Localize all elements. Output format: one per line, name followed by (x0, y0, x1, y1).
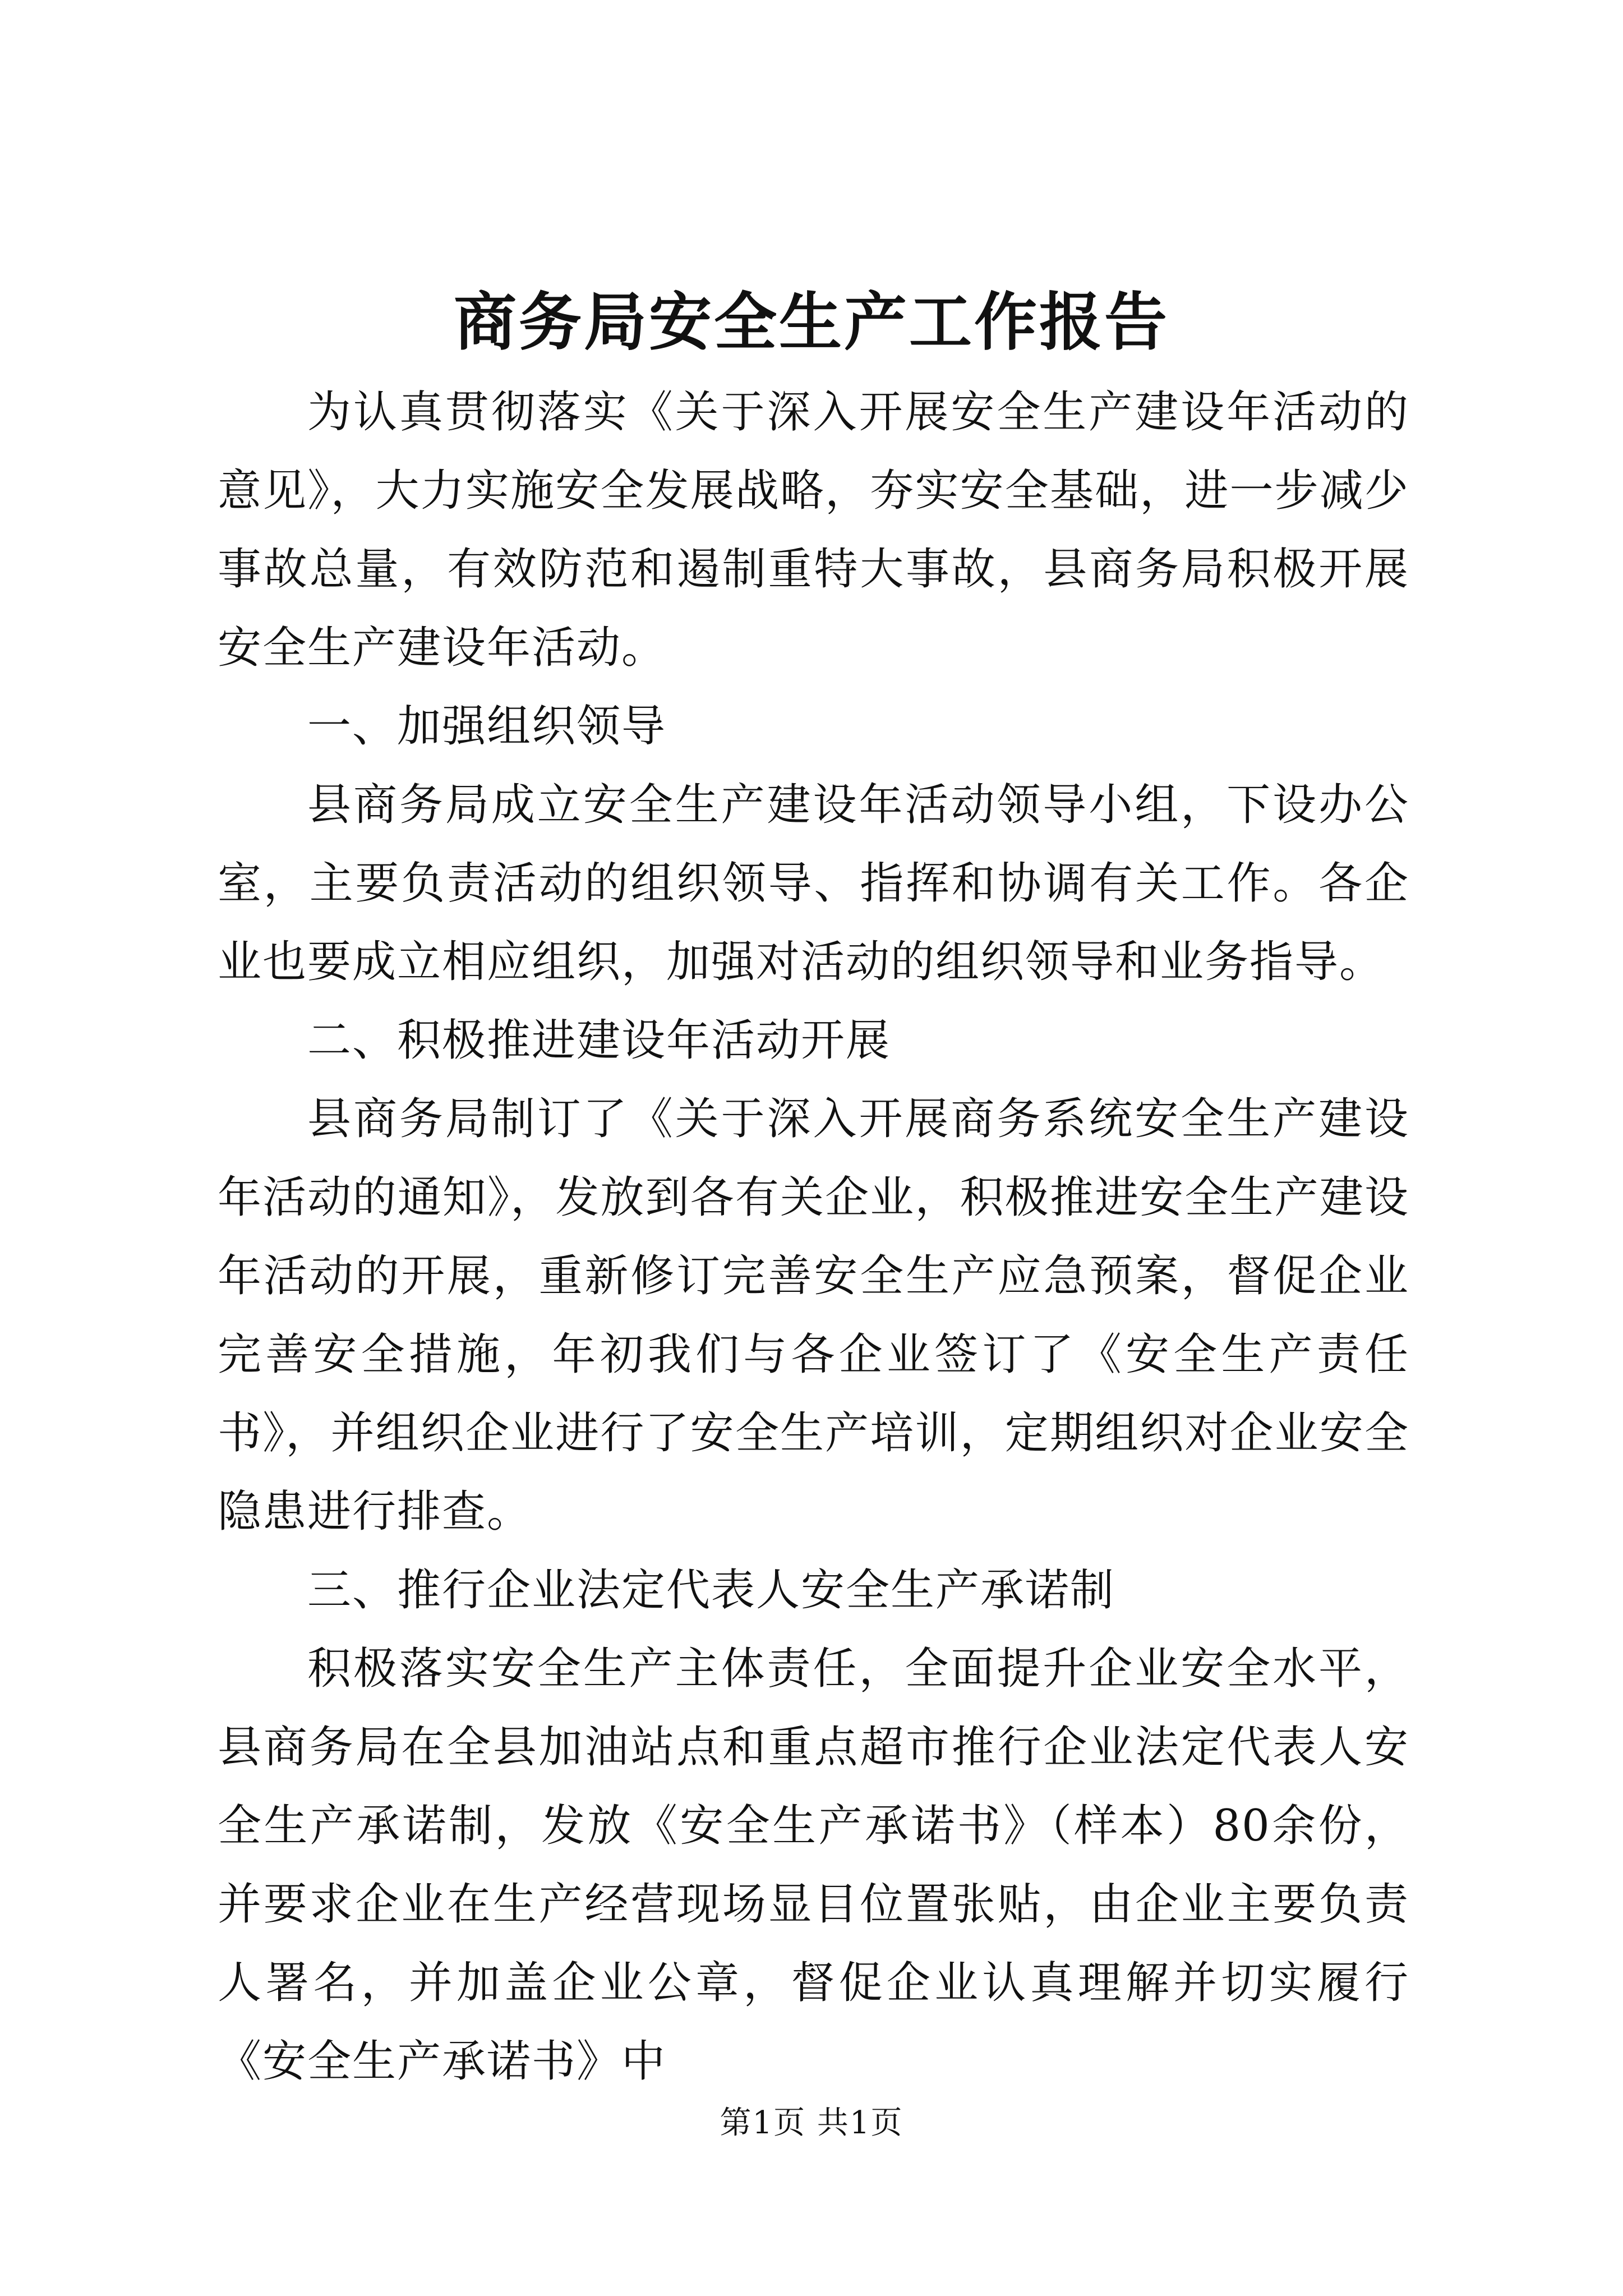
paragraph-section-3: 积极落实安全生产主体责任，全面提升企业安全水平，县商务局在全县加油站点和重点超市推行企业法定代表人安全生产承诺制，发放《安全生产承诺书》（样本）80余份，并要求企业在生产经营现场显目位置张贴，由企业主要负责人署名，并加盖企业公章，督促企业认真理解并切实履行《安全生产承诺书》中 (218, 1644, 1409, 2087)
paragraph-section-1: 县商务局成立安全生产建设年活动领导小组，下设办公室，主要负责活动的组织领导、指挥和协调有关工作。各企业也要成立相应组织，加强对活动的组织领导和业务指导。 (218, 780, 1409, 987)
document-body (218, 373, 1409, 2101)
section-heading-2: 二、积极推进建设年活动开展 (307, 1015, 891, 1066)
section-heading-3: 三、推行企业法定代表人安全生产承诺制 (307, 1565, 1115, 1616)
paragraph-intro: 为认真贯彻落实《关于深入开展安全生产建设年活动的意见》，大力实施安全发展战略，夯实安全基础，进一步减少事故总量，有效防范和遏制重特大事故，县商务局积极开展安全生产建设年活动。 (218, 387, 1409, 673)
section-heading-1: 一、加强组织领导 (307, 701, 667, 752)
document-title: 商务局安全生产工作报告 (454, 286, 1169, 359)
page-footer: 第1页 共1页 (720, 2105, 903, 2141)
paragraph-section-2: 县商务局制订了《关于深入开展商务系统安全生产建设年活动的通知》，发放到各有关企业，积极推进安全生产建设年活动的开展，重新修订完善安全生产应急预案，督促企业完善安全措施，年初我们与各企业签订了《安全生产责任书》，并组织企业进行了安全生产培训，定期组织对企业安全隐患进行排查。 (218, 1094, 1409, 1537)
